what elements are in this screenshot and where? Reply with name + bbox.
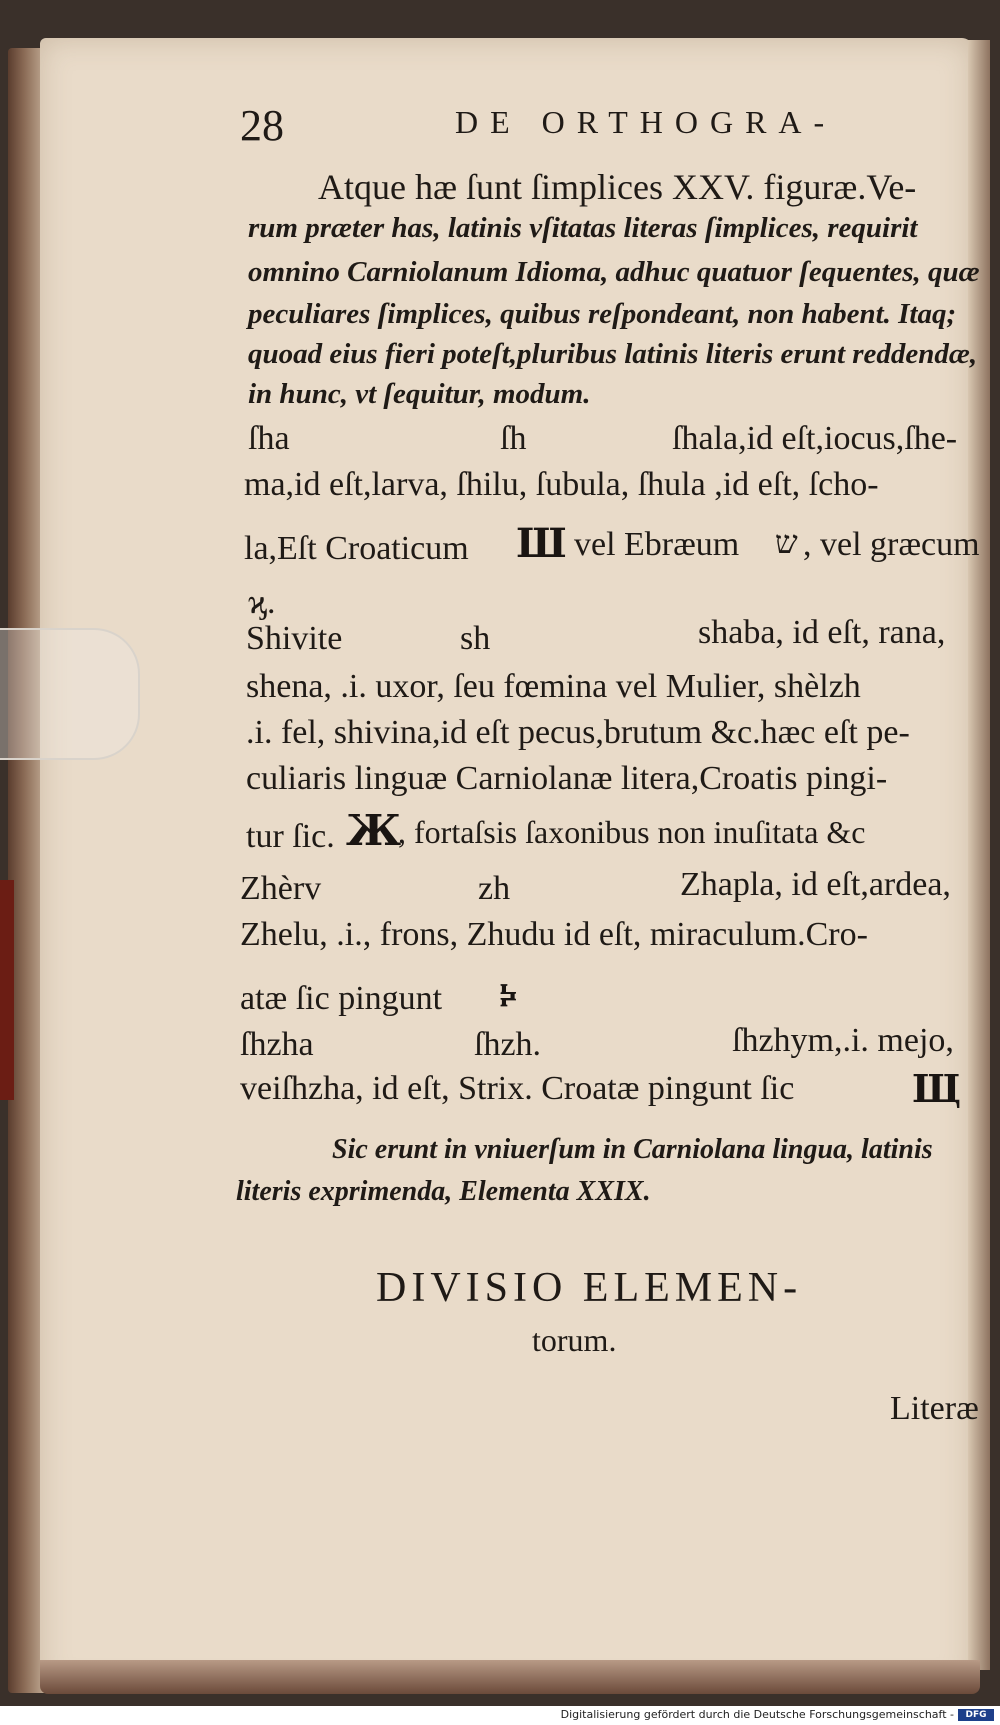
hebrew-shin-glyph: ש — [775, 524, 798, 560]
section-heading: DIVISIO ELEMEN- — [376, 1265, 803, 1311]
section-heading-cont: torum. — [532, 1322, 617, 1358]
letter-sha-sign: ſh — [500, 420, 527, 457]
body-line-21: Sic erunt in vniuerſum in Carniolana lingua, latinis — [332, 1134, 933, 1165]
body-line-9d: , vel græcum — [803, 526, 980, 563]
body-line-2: rum præter has, latinis vſitatas literas ſimplices, requirit — [248, 212, 918, 244]
body-line-6: in hunc, vt ſequitur, modum. — [248, 378, 591, 410]
letter-sh-sign: sh — [460, 620, 491, 657]
glagolitic-sha-glyph: Ш — [516, 520, 567, 567]
body-line-14: culiaris linguæ Carniolanæ litera,Croatis pingi- — [246, 760, 888, 797]
body-line-3: omnino Carniolanum Idioma, adhuc quatuor ſequentes, quæ — [248, 256, 980, 288]
body-line-15a: tur ſic. — [246, 818, 335, 855]
page-number: 28 — [240, 101, 284, 150]
body-line-1: Atque hæ ſunt ſimplices XXV. figuræ.Ve- — [318, 167, 917, 207]
letter-zh-sign: zh — [478, 870, 511, 907]
letter-shzh-name: ſhzha — [240, 1026, 314, 1063]
book-bottom-edge — [40, 1660, 980, 1694]
body-line-15b: , fortaſsis ſaxonibus non inuſitata &c — [398, 814, 866, 850]
letter-sha-name: ſha — [248, 420, 290, 457]
body-line-13: .i. fel, shivina,id eſt pecus,brutum &c.hæc eſt pe- — [246, 714, 910, 751]
letter-zh-example: Zhapla, id eſt,ardea, — [680, 866, 951, 903]
body-line-9a: la,Eſt Croaticum — [244, 530, 469, 567]
footer-credit: Digitalisierung gefördert durch die Deutsche Forschungsgemeinschaft - — [560, 1708, 954, 1721]
glagolitic-shta-glyph: Щ — [912, 1066, 962, 1111]
page-clip — [0, 628, 140, 760]
binding-spine — [0, 880, 14, 1100]
body-line-12: shena, .i. uxor, ſeu fœmina vel Mulier, shèlzh — [246, 668, 861, 705]
body-line-9b: vel Ebræum — [574, 526, 740, 563]
body-line-5: quoad eius fieri poteſt,pluribus latinis literis erunt reddendæ, — [248, 338, 978, 370]
running-head: DE ORTHOGRA- — [455, 104, 837, 140]
catchword: Literæ — [890, 1390, 979, 1427]
body-line-20: veiſhzha, id eſt, Strix. Croatæ pingunt ſic — [240, 1070, 795, 1107]
glagolitic-che-glyph: ⰽ — [500, 974, 517, 1019]
letter-shzh-sign: ſhzh. — [474, 1026, 542, 1063]
body-line-17: Zhelu, .i., frons, Zhudu id eſt, miraculum.Cro- — [240, 916, 868, 953]
dfg-logo: DFG — [958, 1709, 994, 1721]
letter-sha-example: ſhala,id eſt,iocus,ſhe- — [672, 420, 958, 457]
letter-sh-name: Shivite — [246, 620, 343, 657]
letter-shzh-example: ſhzhym,.i. mejo, — [732, 1022, 954, 1059]
glagolitic-zhe-glyph: Ж — [346, 806, 402, 855]
greek-glyph: ϗ. — [248, 584, 276, 621]
body-line-8: ma,id eſt,larva, ſhilu, ſubula, ſhula ,id eſt, ſcho- — [244, 466, 879, 503]
letter-zh-name: Zhèrv — [240, 870, 322, 907]
body-line-4: peculiares ſimplices, quibus reſpondeant, non habent. Itaq; — [248, 298, 957, 330]
body-line-22: literis exprimenda, Elementa XXIX. — [236, 1176, 651, 1207]
letter-sh-example: shaba, id eſt, rana, — [698, 614, 946, 651]
body-line-18: atæ ſic pingunt — [240, 980, 443, 1017]
